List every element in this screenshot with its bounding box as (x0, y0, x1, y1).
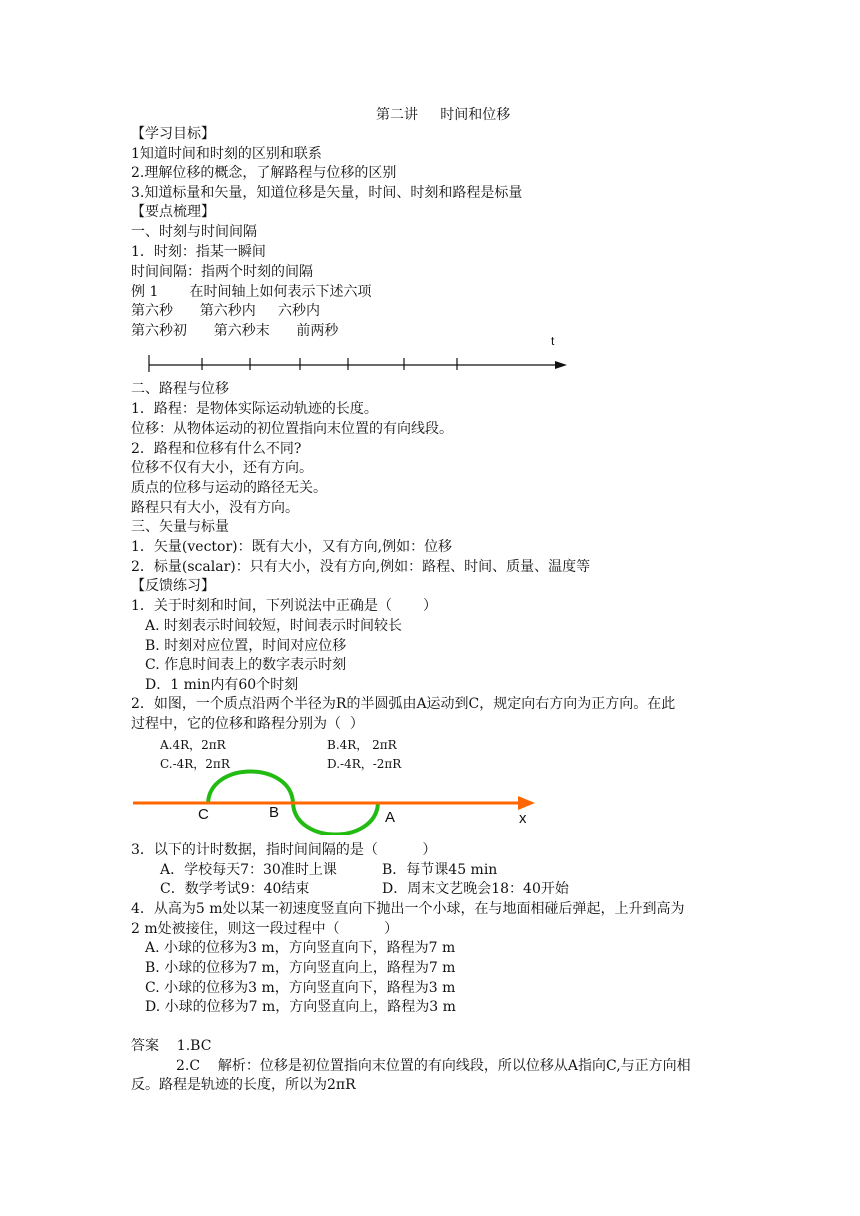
time-axis-arrowhead (555, 361, 567, 369)
q4-option: D. 小球的位移为7 m，方向竖直向上，路程为3 m (145, 999, 456, 1015)
q3-option: A．学校每天7：30准时上课 (160, 862, 337, 878)
q1-option: C. 作息时间表上的数字表示时刻 (145, 657, 347, 673)
key-points-heading: 【要点梳理】 (131, 204, 215, 220)
q4-option: C. 小球的位移为3 m，方向竖直向下，路程为3 m (145, 980, 456, 996)
q2-option: D.-4R，-2πR (327, 757, 402, 771)
x-axis-arrowhead (518, 796, 535, 810)
q2-option: B.4R， 2πR (327, 738, 397, 752)
lower-semicircle-arc (293, 803, 378, 835)
section1-line: 时间间隔：指两个时刻的间隔 (131, 264, 313, 280)
q2-option: A.4R，2πR (160, 738, 226, 752)
q3-stem: 3．以下的计时数据，指时间间隔的是（ ） (131, 842, 437, 858)
section2-line: 1．路程：是物体实际运动轨迹的长度。 (131, 401, 378, 417)
point-label-a: A (385, 809, 396, 826)
q1-option: B. 时刻对应位置，时间对应位移 (145, 638, 347, 654)
upper-semicircle-arc (208, 772, 293, 804)
time-axis-figure (140, 328, 580, 378)
q3-option: B．每节课45 min (382, 862, 498, 878)
section1-title: 一、时刻与时间间隔 (131, 224, 257, 240)
point-label-b: B (269, 804, 280, 821)
q3-option: C．数学考试9：40结束 (160, 881, 310, 897)
page-title: 第二讲 时间和位移 (376, 107, 511, 123)
q4-stem: 4．从高为5 m处以某一初速度竖直向下抛出一个小球，在与地面相碰后弹起，上升到高为 (131, 901, 685, 917)
section3-line: 1．矢量(vector)：既有大小，又有方向,例如：位移 (131, 539, 453, 555)
section1-line: 第六秒初 第六秒末 前两秒 (131, 323, 339, 339)
q3-option: D．周末文艺晚会18：40开始 (382, 881, 569, 897)
q1-option: A. 时刻表示时间较短，时间表示时间较长 (145, 618, 403, 634)
section2-line: 位移不仅有大小，还有方向。 (131, 460, 313, 476)
objectives-heading: 【学习目标】 (131, 126, 215, 142)
q4-option: A. 小球的位移为3 m，方向竖直向下，路程为7 m (145, 940, 456, 956)
practice-heading: 【反馈练习】 (131, 578, 215, 594)
objective-item: 3.知道标量和矢量，知道位移是矢量，时间、时刻和路程是标量 (131, 185, 523, 201)
q2-stem: 过程中，它的位移和路程分别为（ ） (131, 716, 364, 732)
q4-option: B. 小球的位移为7 m，方向竖直向上，路程为7 m (145, 960, 456, 976)
section2-line: 2．路程和位移有什么不同? (131, 441, 302, 457)
section2-title: 二、路程与位移 (131, 381, 229, 397)
q2-figure (125, 765, 545, 835)
axis-label-t: t (551, 334, 555, 348)
point-label-c: C (198, 806, 209, 823)
q2-stem: 2．如图，一个质点沿两个半径为R的半圆弧由A运动到C，规定向右方向为正方向。在此 (131, 696, 676, 712)
objective-item: 2.理解位移的概念，了解路程与位移的区别 (131, 165, 397, 181)
section1-line: 例 1 在时间轴上如何表示下述六项 (131, 284, 372, 300)
section3-line: 2．标量(scalar)：只有大小，没有方向,例如：路程、时间、质量、温度等 (131, 559, 591, 575)
answer-line: 反。路程是轨迹的长度，所以为2πR (131, 1077, 356, 1093)
q1-stem: 1．关于时刻和时间，下列说法中正确是（ ） (131, 598, 438, 614)
q1-option: D．1 min内有60个时刻 (145, 677, 299, 693)
axis-label-x: x (519, 810, 527, 827)
section2-line: 质点的位移与运动的路径无关。 (131, 480, 327, 496)
section3-title: 三、矢量与标量 (131, 519, 229, 535)
answer-line: 2.C 解析：位移是初位置指向末位置的有向线段，所以位移从A指向C,与正方向相 (176, 1058, 691, 1074)
section2-line: 路程只有大小，没有方向。 (131, 500, 299, 516)
objective-item: 1知道时间和时刻的区别和联系 (131, 146, 322, 162)
answer-line: 答案 1.BC (131, 1038, 212, 1054)
section1-line: 1．时刻：指某一瞬间 (131, 244, 266, 260)
q2-option: C.-4R，2πR (160, 757, 230, 771)
q4-stem: 2 m处被接住，则这一段过程中（ ） (131, 921, 399, 937)
section1-line: 第六秒 第六秒内 六秒内 (131, 303, 320, 319)
section2-line: 位移：从物体运动的初位置指向末位置的有向线段。 (131, 421, 453, 437)
